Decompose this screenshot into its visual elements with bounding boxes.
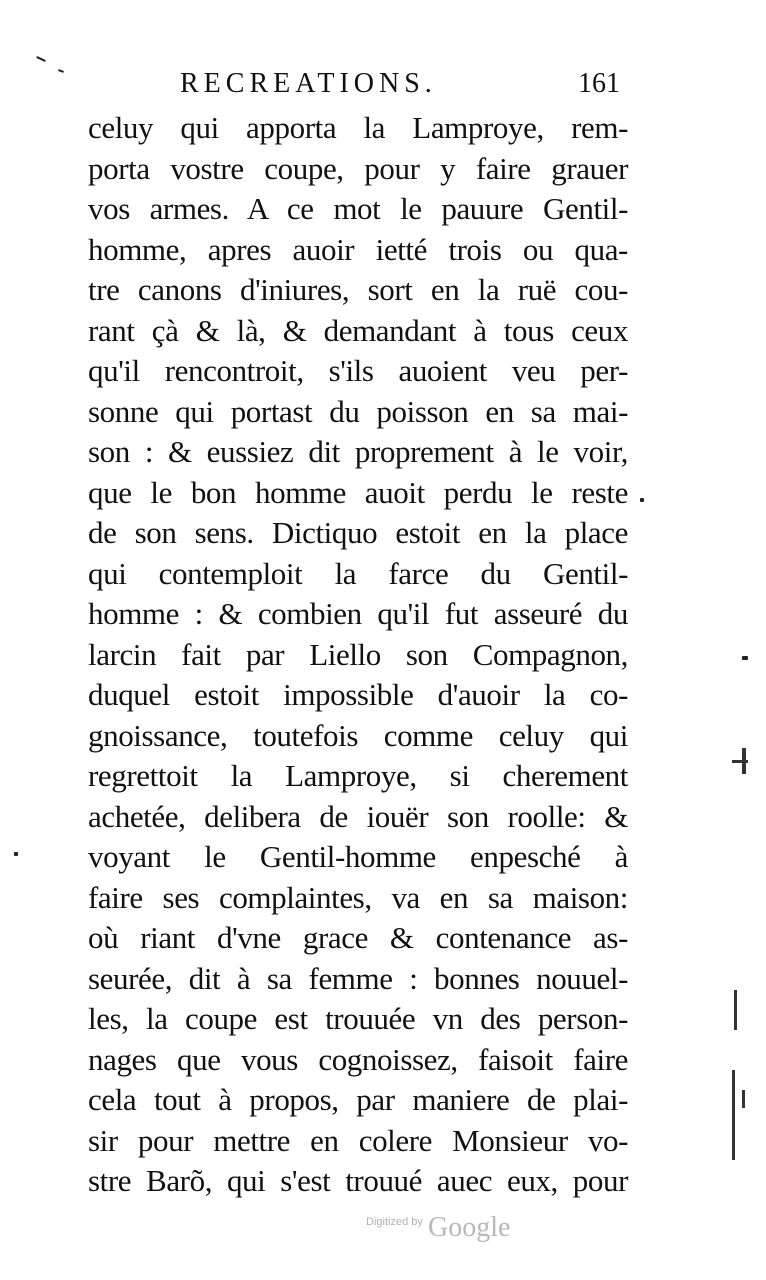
text-line: stre Barõ, qui s'est trouué auec eux, pour	[88, 1163, 628, 1198]
text-line: que le bon homme auoit perdu le reste	[88, 474, 628, 510]
text-line: vos armes. A ce mot le pauure Gentil-	[88, 191, 628, 226]
text-line: duquel estoit impossible d'auoir la co-	[88, 677, 628, 712]
scan-speck	[36, 56, 46, 62]
text-line: son : & eussiez dit proprement à le voir,	[88, 434, 628, 469]
text-line: homme, apres auoir ietté trois ou qua-	[88, 231, 628, 267]
text-line: les, la coupe est trouuée vn des person-	[88, 1001, 628, 1036]
running-title: RECREATIONS.	[180, 68, 437, 99]
scan-speck	[742, 656, 748, 660]
text-line: sonne qui portast du poisson en sa mai-	[88, 393, 628, 429]
text-line: où riant d'vne grace & contenance as-	[88, 920, 628, 955]
text-line: larcin fait par Liello son Compagnon,	[88, 636, 628, 672]
margin-mark	[734, 990, 737, 1030]
scan-speck	[58, 69, 64, 73]
text-line: sir pour mettre en colere Monsieur vo-	[88, 1122, 628, 1158]
text-line: regrettoit la Lamproye, si cherement	[88, 758, 628, 793]
text-line: nages que vous cognoissez, faisoit faire	[88, 1041, 628, 1077]
text-line: faire ses complaintes, va en sa maison:	[88, 879, 628, 915]
text-line: achetée, delibera de iouër son roolle: &	[88, 798, 628, 834]
running-head	[180, 68, 620, 108]
text-line: porta vostre coupe, pour y faire grauer	[88, 150, 628, 186]
text-line: rant çà & là, & demandant à tous ceux	[88, 312, 628, 348]
text-line: voyant le Gentil-homme enpesché à	[88, 839, 628, 874]
text-line: seurée, dit à sa femme : bonnes nouuel-	[88, 960, 628, 996]
google-watermark: Google	[428, 1212, 511, 1243]
margin-mark	[742, 1090, 745, 1108]
digitized-label: Digitized by	[366, 1216, 423, 1228]
page-number: 161	[578, 68, 620, 99]
text-line: gnoissance, toutefois comme celuy qui	[88, 717, 628, 753]
margin-mark	[732, 1070, 735, 1160]
text-line: homme : & combien qu'il fut asseuré du	[88, 596, 628, 631]
body-text	[88, 108, 628, 1202]
text-line: cela tout à propos, par maniere de plai-	[88, 1082, 628, 1117]
text-line: tre canons d'iniures, sort en la ruë cou-	[88, 272, 628, 307]
scan-speck	[640, 498, 644, 502]
text-line: celuy qui apporta la Lamproye, rem-	[88, 110, 628, 145]
text-line: qui contemploit la farce du Gentil-	[88, 555, 628, 591]
scan-speck	[14, 852, 18, 856]
margin-mark	[732, 760, 748, 763]
text-line: de son sens. Dictiquo estoit en la place	[88, 515, 628, 550]
text-line: qu'il rencontroit, s'ils auoient veu per-	[88, 353, 628, 388]
